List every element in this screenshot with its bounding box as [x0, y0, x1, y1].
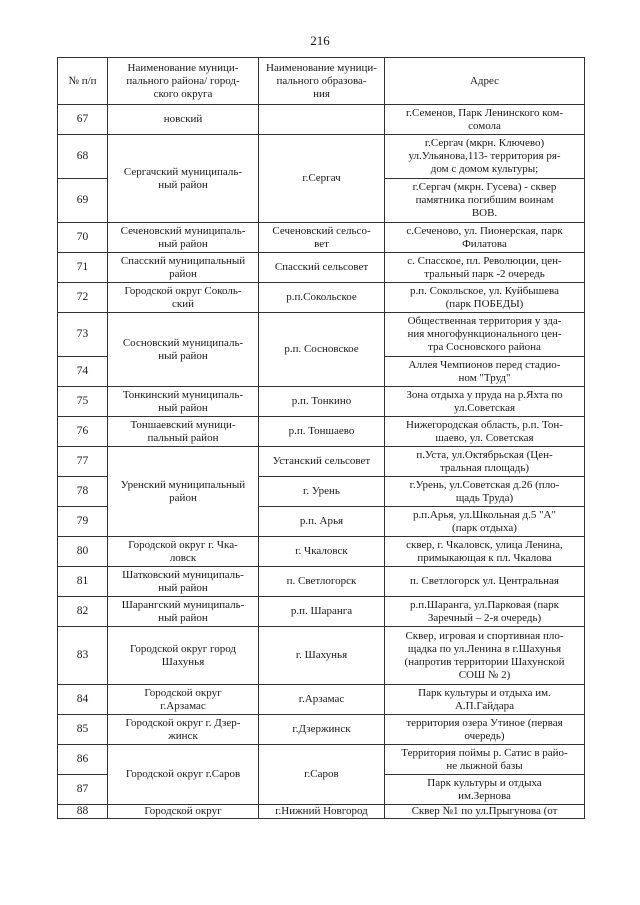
header-district: Наименование муници- пального района/ город- ского округа — [108, 58, 259, 105]
row-formation: р.п. Шаранга — [259, 597, 385, 627]
row-address: г.Сергач (мкрн. Ключево) ул.Ульянова,113- территория ря- дом с домом культуры; — [385, 135, 585, 179]
row-number: 68 — [58, 135, 108, 179]
row-number: 88 — [58, 805, 108, 819]
row-address: Общественная территория у зда- ния многофункционального цен- тра Сосновского района — [385, 313, 585, 357]
row-formation: г. Шахунья — [259, 627, 385, 685]
row-number: 67 — [58, 105, 108, 135]
row-number: 74 — [58, 357, 108, 387]
row-number: 84 — [58, 685, 108, 715]
table-row — [58, 567, 585, 597]
row-number: 73 — [58, 313, 108, 357]
row-formation: Устанский сельсовет — [259, 447, 385, 477]
table-row — [58, 313, 585, 357]
row-formation: г.Арзамас — [259, 685, 385, 715]
row-district: Городской округ г.Арзамас — [108, 685, 259, 715]
row-number: 81 — [58, 567, 108, 597]
row-number: 72 — [58, 283, 108, 313]
row-district: Тонкинский муниципаль- ный район — [108, 387, 259, 417]
row-address: р.п.Арья, ул.Школьная д.5 "А" (парк отдыха) — [385, 507, 585, 537]
row-number: 69 — [58, 179, 108, 223]
row-address: Зона отдыха у пруда на р.Яхта по ул.Советская — [385, 387, 585, 417]
table-row — [58, 447, 585, 477]
table-row — [58, 805, 585, 819]
table-row — [58, 745, 585, 775]
row-number: 75 — [58, 387, 108, 417]
row-district: Городской округ г.Саров — [108, 745, 259, 805]
row-number: 70 — [58, 223, 108, 253]
table-header-row — [58, 58, 585, 105]
row-formation: п. Светлогорск — [259, 567, 385, 597]
table-row — [58, 135, 585, 179]
table-row — [58, 253, 585, 283]
row-address: с.Сеченово, ул. Пионерская, парк Филатова — [385, 223, 585, 253]
row-district: Сосновский муниципаль- ный район — [108, 313, 259, 387]
row-address: Сквер №1 по ул.Прыгунова (от — [385, 805, 585, 819]
table-row — [58, 537, 585, 567]
row-district: Городской округ — [108, 805, 259, 819]
row-formation: г. Урень — [259, 477, 385, 507]
row-district: Сергачский муниципаль- ный район — [108, 135, 259, 223]
row-number: 83 — [58, 627, 108, 685]
row-formation: г.Сергач — [259, 135, 385, 223]
row-address: Нижегородская область, р.п. Тон- шаево, ул. Советская — [385, 417, 585, 447]
row-number: 87 — [58, 775, 108, 805]
sites-table — [57, 57, 585, 819]
row-district: Городской округ Соколь- ский — [108, 283, 259, 313]
table-row — [58, 685, 585, 715]
row-district: Городской округ г. Дзер- жинск — [108, 715, 259, 745]
row-address: Парк культуры и отдыха им.Зернова — [385, 775, 585, 805]
row-number: 71 — [58, 253, 108, 283]
row-number: 80 — [58, 537, 108, 567]
row-address: р.п.Шаранга, ул.Парковая (парк Заречный – 2-я очередь) — [385, 597, 585, 627]
header-address: Адрес — [385, 58, 585, 105]
row-formation: г.Саров — [259, 745, 385, 805]
row-formation: р.п. Сосновское — [259, 313, 385, 387]
row-address: р.п. Сокольское, ул. Куйбышева (парк ПОБЕДЫ) — [385, 283, 585, 313]
row-formation — [259, 105, 385, 135]
table-row — [58, 627, 585, 685]
row-formation: Сеченовский сельсо- вет — [259, 223, 385, 253]
table-row — [58, 223, 585, 253]
header-num: № п/п — [58, 58, 108, 105]
row-district: Сеченовский муниципаль- ный район — [108, 223, 259, 253]
row-address: сквер, г. Чкаловск, улица Ленина, примыкающая к пл. Чкалова — [385, 537, 585, 567]
row-address: п.Уста, ул.Октябрьская (Цен- тральная площадь) — [385, 447, 585, 477]
row-address: г.Урень, ул.Советская д.26 (пло- щадь Труда) — [385, 477, 585, 507]
table-row — [58, 105, 585, 135]
row-formation: р.п. Арья — [259, 507, 385, 537]
page-number: 216 — [310, 33, 330, 48]
row-address: с. Спасское, пл. Революции, цен- тральный парк -2 очередь — [385, 253, 585, 283]
row-address: г.Семенов, Парк Ленинского ком- сомола — [385, 105, 585, 135]
row-formation: г.Нижний Новгород — [259, 805, 385, 819]
row-formation: р.п. Тоншаево — [259, 417, 385, 447]
row-district: Тоншаевский муници- пальный район — [108, 417, 259, 447]
row-number: 77 — [58, 447, 108, 477]
row-district: Шарангский муниципаль- ный район — [108, 597, 259, 627]
table-row — [58, 715, 585, 745]
header-formation: Наименование муници- пального образова- ния — [259, 58, 385, 105]
row-address: Парк культуры и отдыха им. А.П.Гайдара — [385, 685, 585, 715]
row-address: Сквер, игровая и спортивная пло- щадка по ул.Ленина в г.Шахунья (напротив территории Шахунской СОШ № 2) — [385, 627, 585, 685]
row-number: 82 — [58, 597, 108, 627]
row-formation: г.Дзержинск — [259, 715, 385, 745]
row-formation: р.п.Сокольское — [259, 283, 385, 313]
table-row — [58, 387, 585, 417]
table-row — [58, 417, 585, 447]
row-number: 78 — [58, 477, 108, 507]
row-number: 79 — [58, 507, 108, 537]
row-district: Уренский муниципальный район — [108, 447, 259, 537]
row-address: Территория поймы р. Сатис в райо- не лыжной базы — [385, 745, 585, 775]
table-row — [58, 597, 585, 627]
row-address: г.Сергач (мкрн. Гусева) - сквер памятника погибшим воинам ВОВ. — [385, 179, 585, 223]
row-number: 86 — [58, 745, 108, 775]
row-district: новский — [108, 105, 259, 135]
row-address: Аллея Чемпионов перед стадио- ном "Труд" — [385, 357, 585, 387]
row-address: п. Светлогорск ул. Центральная — [385, 567, 585, 597]
row-formation: Спасский сельсовет — [259, 253, 385, 283]
row-number: 76 — [58, 417, 108, 447]
row-district: Городской округ город Шахунья — [108, 627, 259, 685]
row-district: Спасский муниципальный район — [108, 253, 259, 283]
row-district: Шатковский муниципаль- ный район — [108, 567, 259, 597]
row-formation: р.п. Тонкино — [259, 387, 385, 417]
row-number: 85 — [58, 715, 108, 745]
table-row — [58, 283, 585, 313]
row-district: Городской округ г. Чка- ловск — [108, 537, 259, 567]
row-address: территория озера Утиное (первая очередь) — [385, 715, 585, 745]
row-formation: г. Чкаловск — [259, 537, 385, 567]
